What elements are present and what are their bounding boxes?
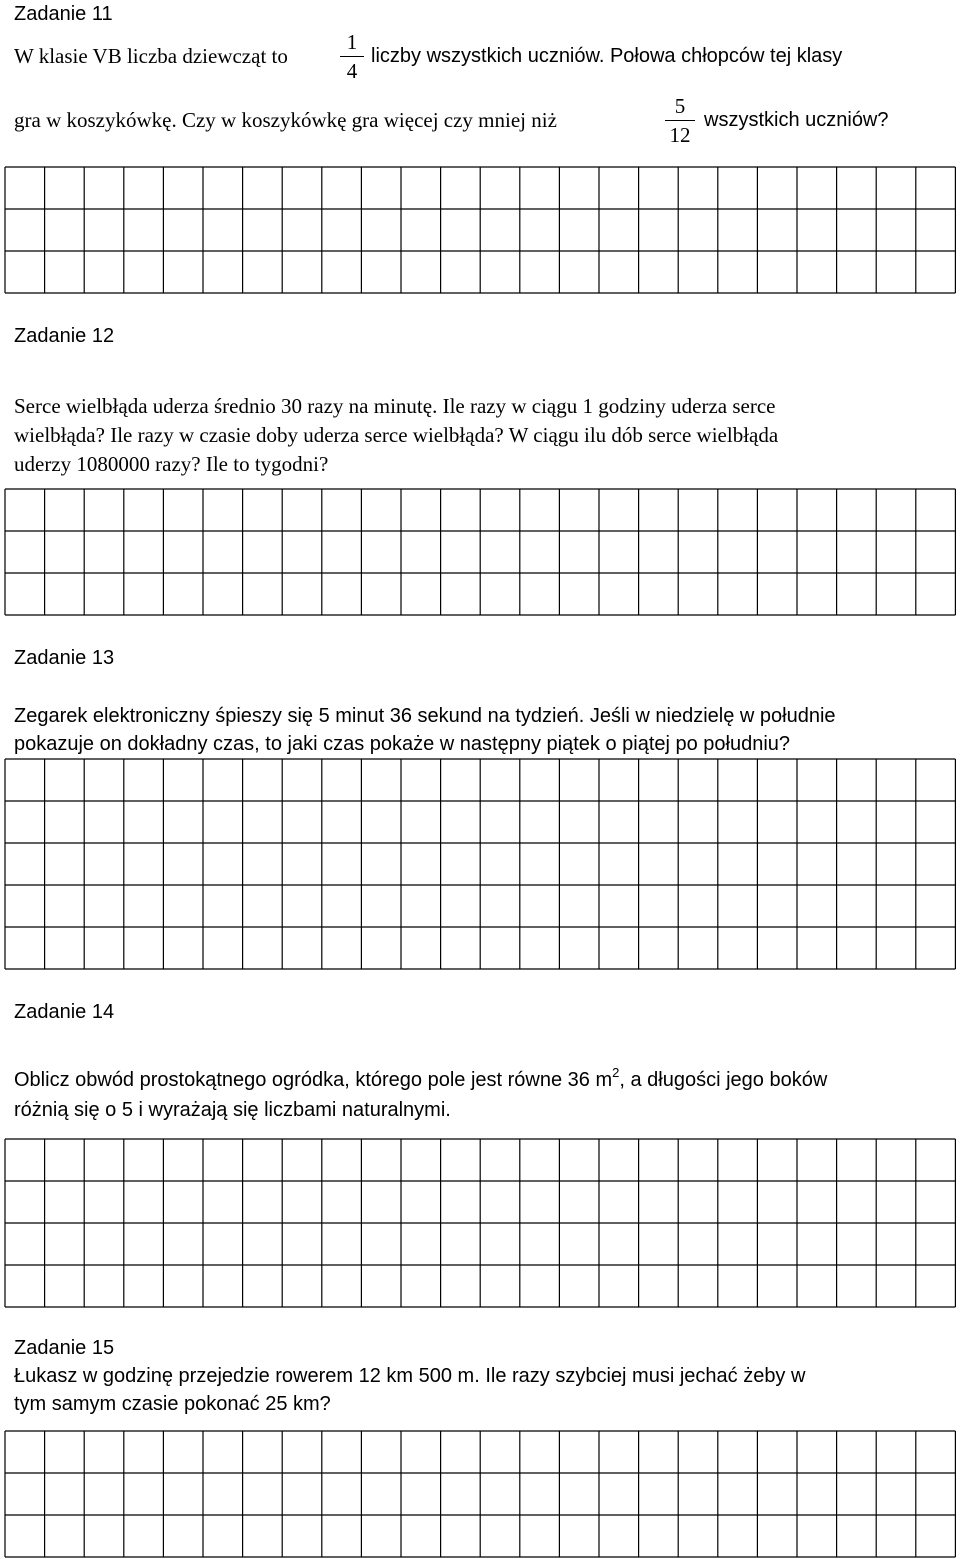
- answer-grid-11[interactable]: [4, 166, 956, 294]
- grid-lines: [4, 166, 957, 294]
- task-11-text-c: wszystkich uczniów?: [704, 109, 889, 131]
- task-15-line-1: Łukasz w godzinę przejedzie rowerem 12 km 500 m. Ile razy szybciej musi jechać żeby w: [14, 1365, 806, 1387]
- fraction-denominator: 12: [669, 123, 691, 147]
- task-12-line-1: Serce wielbłąda uderza średnio 30 razy na minutę. Ile razy w ciągu 1 godziny uderza serce: [14, 394, 776, 418]
- grid-lines: [4, 758, 957, 970]
- grid-lines: [4, 1138, 957, 1308]
- task-11-text-a: W klasie VB liczba dziewcząt to: [14, 44, 288, 68]
- task-13-line-1: Zegarek elektroniczny śpieszy się 5 minut 36 sekund na tydzień. Jeśli w niedzielę w południe: [14, 705, 836, 727]
- fraction-numerator: 5: [674, 94, 686, 118]
- grid-lines: [4, 488, 957, 616]
- fraction-one-quarter: [340, 30, 364, 83]
- grid-lines: [4, 1430, 957, 1558]
- task-11-line-1: [14, 42, 288, 70]
- fraction-denominator: 4: [346, 59, 358, 83]
- task-14-text-b: , a długości jego boków: [619, 1069, 828, 1091]
- task-14-text-a: Oblicz obwód prostokątnego ogródka, którego pole jest równe 36 m: [14, 1069, 613, 1091]
- task-11-line-2: gra w koszykówkę. Czy w koszykówkę gra więcej czy mniej niż: [14, 108, 557, 132]
- task-12-line-3: uderzy 1080000 razy? Ile to tygodni?: [14, 452, 329, 476]
- task-11-title: Zadanie 11: [14, 3, 113, 25]
- task-15-line-2: tym samym czasie pokonać 25 km?: [14, 1393, 331, 1415]
- task-11-text-b: liczby wszystkich uczniów. Połowa chłopców tej klasy: [371, 45, 843, 67]
- answer-grid-15[interactable]: [4, 1430, 956, 1558]
- task-14-line-2: różnią się o 5 i wyrażają się liczbami naturalnymi.: [14, 1099, 451, 1121]
- answer-grid-13[interactable]: [4, 758, 956, 970]
- task-12-line-2: wielbłąda? Ile razy w czasie doby uderza serce wielbłąda? W ciągu ilu dób serce wielbłąda: [14, 423, 779, 447]
- task-14-line-1: [14, 1066, 827, 1094]
- task-13-line-2: pokazuje on dokładny czas, to jaki czas pokaże w następny piątek o piątej po południu?: [14, 733, 791, 755]
- task-14-title: Zadanie 14: [14, 1001, 115, 1023]
- fraction-numerator: 1: [346, 30, 358, 54]
- fraction-five-twelfths: [665, 94, 695, 147]
- task-13-title: Zadanie 13: [14, 647, 115, 669]
- answer-grid-12[interactable]: [4, 488, 956, 616]
- task-15-title: Zadanie 15: [14, 1337, 115, 1359]
- task-12-title: Zadanie 12: [14, 325, 115, 347]
- exponent: 2: [612, 1065, 620, 1080]
- answer-grid-14[interactable]: [4, 1138, 956, 1308]
